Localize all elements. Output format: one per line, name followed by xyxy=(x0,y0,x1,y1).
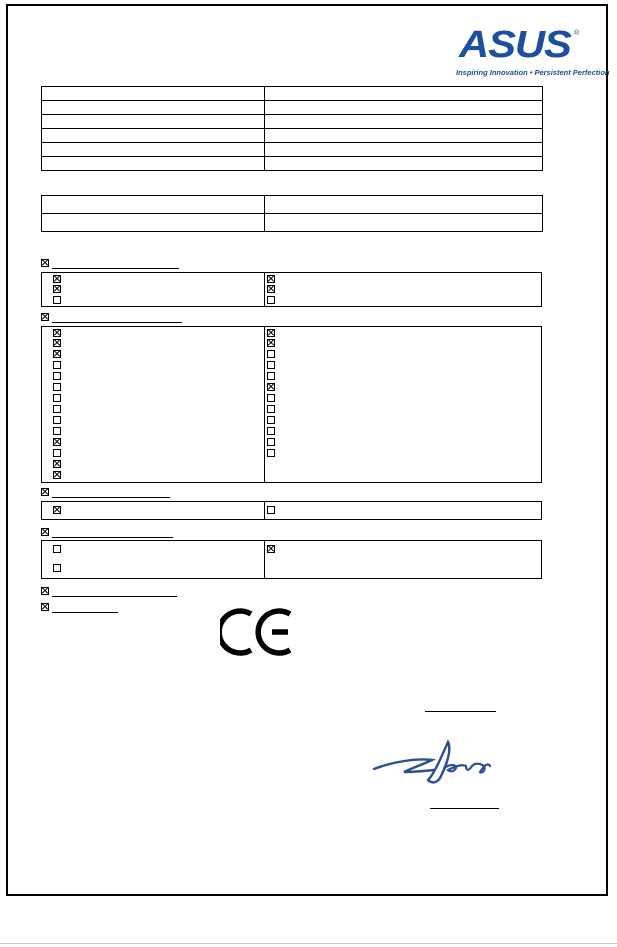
section-4-checkbox[interactable] xyxy=(41,528,49,536)
table-row xyxy=(42,87,543,101)
checkbox[interactable] xyxy=(53,329,61,337)
table-row xyxy=(42,214,543,232)
checkbox[interactable] xyxy=(267,339,275,347)
checkbox[interactable] xyxy=(53,285,61,293)
section-4-panel xyxy=(41,540,542,579)
checkbox[interactable] xyxy=(53,383,61,391)
checkbox[interactable] xyxy=(53,564,61,572)
signature-image xyxy=(368,738,496,790)
checkbox[interactable] xyxy=(53,449,61,457)
section-3-panel xyxy=(41,501,542,520)
checkbox[interactable] xyxy=(267,405,275,413)
asus-logo: ASUS xyxy=(459,24,571,66)
page-bottom-rule xyxy=(0,943,617,944)
section-1-heading-line xyxy=(52,268,179,269)
checkbox[interactable] xyxy=(53,460,61,468)
checkbox[interactable] xyxy=(267,372,275,380)
checkbox[interactable] xyxy=(53,361,61,369)
signature-line xyxy=(430,808,499,809)
section-3-heading-line xyxy=(52,497,170,498)
section-6-checkbox[interactable] xyxy=(41,603,49,611)
section-1-panel xyxy=(41,272,542,307)
section-2-checkbox[interactable] xyxy=(41,313,49,321)
table-row xyxy=(42,157,543,171)
checkbox[interactable] xyxy=(53,372,61,380)
checkbox[interactable] xyxy=(53,296,61,304)
checkbox[interactable] xyxy=(267,449,275,457)
checkbox[interactable] xyxy=(53,427,61,435)
table-row xyxy=(42,129,543,143)
checkbox[interactable] xyxy=(53,506,61,514)
checkbox[interactable] xyxy=(267,361,275,369)
checkbox[interactable] xyxy=(53,471,61,479)
checkbox[interactable] xyxy=(267,394,275,402)
checkbox[interactable] xyxy=(267,438,275,446)
panel-divider xyxy=(264,540,265,579)
checkbox[interactable] xyxy=(53,350,61,358)
checkbox[interactable] xyxy=(53,275,61,283)
section-6-heading-line xyxy=(52,612,118,613)
checkbox[interactable] xyxy=(267,285,275,293)
checkbox[interactable] xyxy=(267,383,275,391)
checkbox[interactable] xyxy=(267,275,275,283)
section-3-checkbox[interactable] xyxy=(41,488,49,496)
ce-mark xyxy=(220,606,294,658)
manufacturer-info-table xyxy=(41,195,543,232)
section-5-checkbox[interactable] xyxy=(41,587,49,595)
checkbox[interactable] xyxy=(53,339,61,347)
checkbox[interactable] xyxy=(53,438,61,446)
product-info-table xyxy=(41,86,543,171)
checkbox[interactable] xyxy=(267,296,275,304)
checkbox[interactable] xyxy=(267,416,275,424)
table-row xyxy=(42,196,543,214)
panel-divider xyxy=(264,272,265,307)
section-2-panel xyxy=(41,326,542,483)
registered-mark: ® xyxy=(574,30,580,37)
section-1-checkbox[interactable] xyxy=(41,259,49,267)
table-row xyxy=(42,101,543,115)
checkbox[interactable] xyxy=(267,427,275,435)
logo-tagline: Inspiring Innovation • Persistent Perfection xyxy=(456,68,610,77)
section-4-heading-line xyxy=(52,537,173,538)
checkbox[interactable] xyxy=(53,545,61,553)
checkbox[interactable] xyxy=(267,545,275,553)
checkbox[interactable] xyxy=(267,506,275,514)
table-row xyxy=(42,115,543,129)
table-row xyxy=(42,143,543,157)
section-5-heading-line xyxy=(52,596,177,597)
section-2-heading-line xyxy=(52,322,182,323)
checkbox[interactable] xyxy=(53,416,61,424)
panel-divider xyxy=(264,501,265,520)
date-line xyxy=(425,711,496,712)
checkbox[interactable] xyxy=(267,350,275,358)
checkbox[interactable] xyxy=(53,394,61,402)
checkbox[interactable] xyxy=(267,329,275,337)
panel-divider xyxy=(264,326,265,483)
checkbox[interactable] xyxy=(53,405,61,413)
